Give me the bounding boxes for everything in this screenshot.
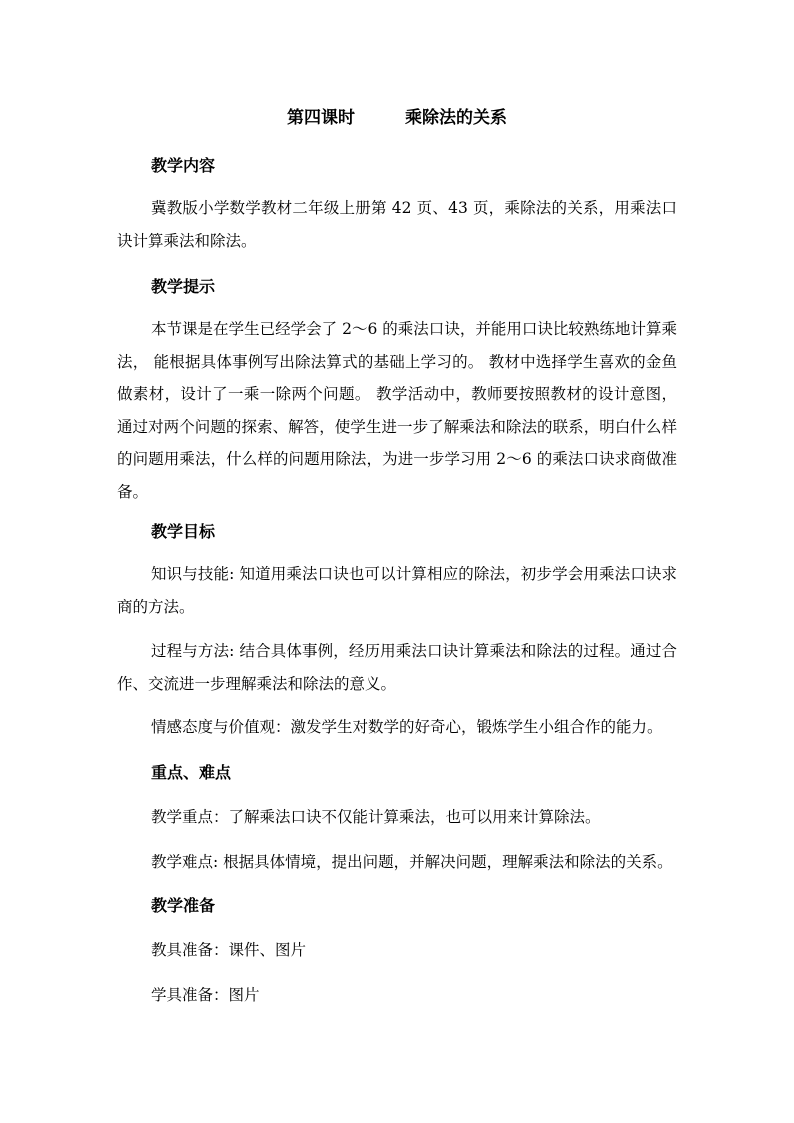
section-heading-hints: 教学提示: [151, 277, 216, 296]
prep-student-line: 学具准备：图片: [151, 986, 260, 1004]
hints-paragraph: 本节课是在学生已经学会了 2～6 的乘法口诀，并能用口诀比较熟练地计算乘法， 能根据具体事例写出除法算式的基础上学习的。 教材中选择学生喜欢的金鱼做素材，设计了一乘一除两个问题。 教学活动中，教师要按照教材的设计意图，通过对两个问题的探索、解答，使学生进一步了解乘法和除法的联系，明白什么样的问题用乘法，什么样的问题用除法，为进一步学习用 2～6 的乘法口诀求商做准备。: [117, 320, 677, 501]
content-paragraph: 冀教版小学数学教材二年级上册第 42 页、43 页，乘除法的关系，用乘法口诀计算乘法和除法。: [117, 199, 677, 250]
section-heading-content: 教学内容: [151, 156, 216, 175]
section-heading-preparation: 教学准备: [151, 896, 216, 915]
section-heading-goals: 教学目标: [151, 522, 216, 541]
section-heading-key-points: 重点、难点: [151, 763, 232, 782]
goals-knowledge-paragraph: 知识与技能: 知道用乘法口诀也可以计算相应的除法，初步学会用乘法口诀求商的方法。: [117, 565, 677, 616]
title-lesson-number: 第四课时: [287, 108, 355, 128]
key-focus-line: 教学重点：了解乘法口诀不仅能计算乘法，也可以用来计算除法。: [151, 808, 601, 826]
key-difficulty-line: 教学难点: 根据具体情境，提出问题，并解决问题，理解乘法和除法的关系。: [151, 853, 673, 871]
goals-process-paragraph: 过程与方法: 结合具体事例，经历用乘法口诀计算乘法和除法的过程。通过合作、交流进一步理解乘法和除法的意义。: [117, 642, 677, 693]
prep-teacher-line: 教具准备：课件、图片: [151, 941, 307, 959]
lesson-title: [0, 106, 794, 130]
title-topic: 乘除法的关系: [405, 108, 507, 128]
goals-emotion-line: 情感态度与价值观：激发学生对数学的好奇心，锻炼学生小组合作的能力。: [151, 718, 663, 736]
